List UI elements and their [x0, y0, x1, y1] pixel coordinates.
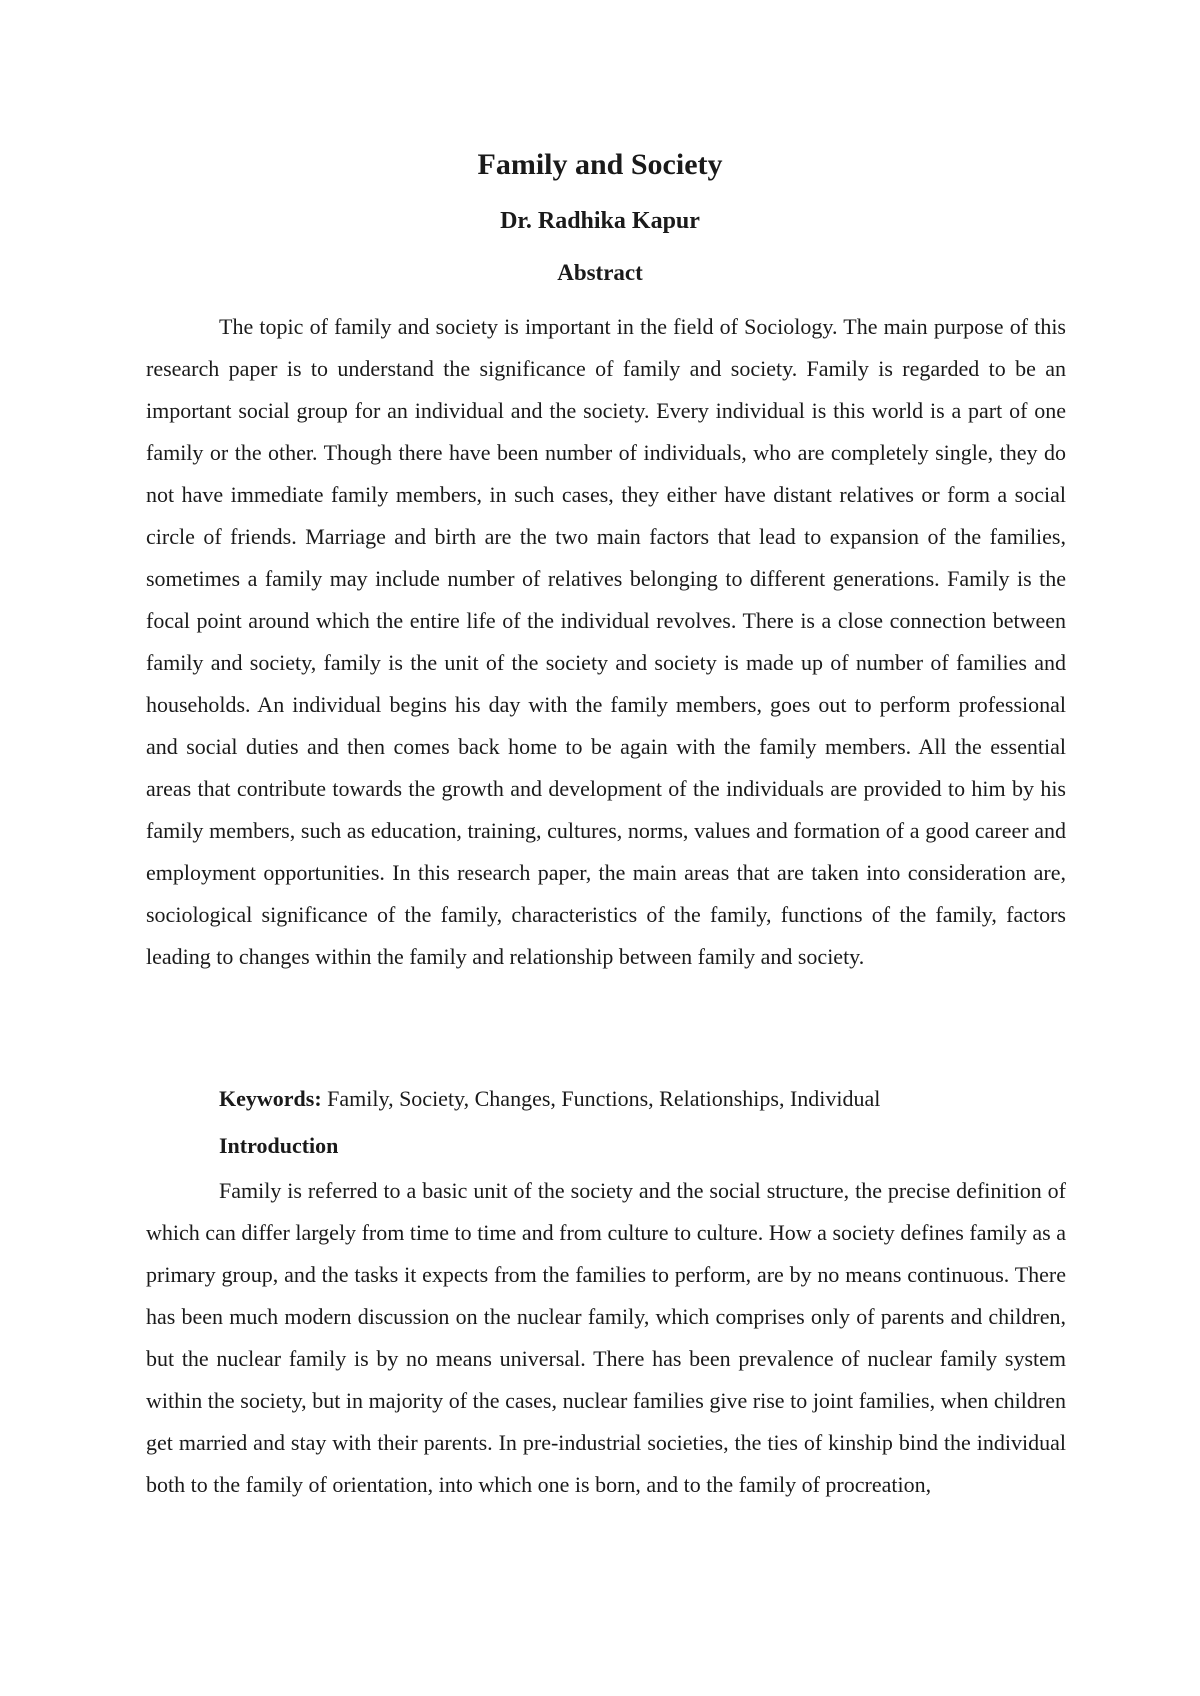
keywords-value: Family, Society, Changes, Functions, Relationships, Individual: [321, 1086, 881, 1111]
introduction-paragraph: Family is referred to a basic unit of the society and the social structure, the precise definition of which can differ largely from time to time and from culture to culture. How a society defines family as a primary group, and the tasks it expects from the families to perform, are by no means continuous. There has been much modern discussion on the nuclear family, which comprises only of parents and children, but the nuclear family is by no means universal. There has been prevalence of nuclear family system within the society, but in majority of the cases, nuclear families give rise to joint families, when children get married and stay with their parents. In pre-industrial societies, the ties of kinship bind the individual both to the family of orientation, into which one is born, and to the family of procreation,: [146, 1178, 1066, 1497]
abstract-paragraph: The topic of family and society is important in the field of Sociology. The main purpose of this research paper is to understand the significance of family and society. Family is regarded to be an important social group for an individual and the society. Every individual is this world is a part of one family or the other. Though there have been number of individuals, who are completely single, they do not have immediate family members, in such cases, they either have distant relatives or form a social circle of friends. Marriage and birth are the two main factors that lead to expansion of the families, sometimes a family may include number of relatives belonging to different generations. Family is the focal point around which the entire life of the individual revolves. There is a close connection between family and society, family is the unit of the society and society is made up of number of families and households. An individual begins his day with the family members, goes out to perform professional and social duties and then comes back home to be again with the family members. All the essential areas that contribute towards the growth and development of the individuals are provided to him by his family members, such as education, training, cultures, norms, values and formation of a good career and employment opportunities. In this research paper, the main areas that are taken into consideration are, sociological significance of the family, characteristics of the family, functions of the family, factors leading to changes within the family and relationship between family and society.: [146, 314, 1066, 969]
keywords-line: [219, 1084, 880, 1114]
abstract-heading: Abstract: [557, 260, 643, 285]
author-name: Dr. Radhika Kapur: [500, 208, 700, 234]
keywords-label: Keywords:: [219, 1086, 322, 1111]
paper-title: Family and Society: [477, 148, 723, 181]
introduction-heading: Introduction: [219, 1133, 339, 1158]
